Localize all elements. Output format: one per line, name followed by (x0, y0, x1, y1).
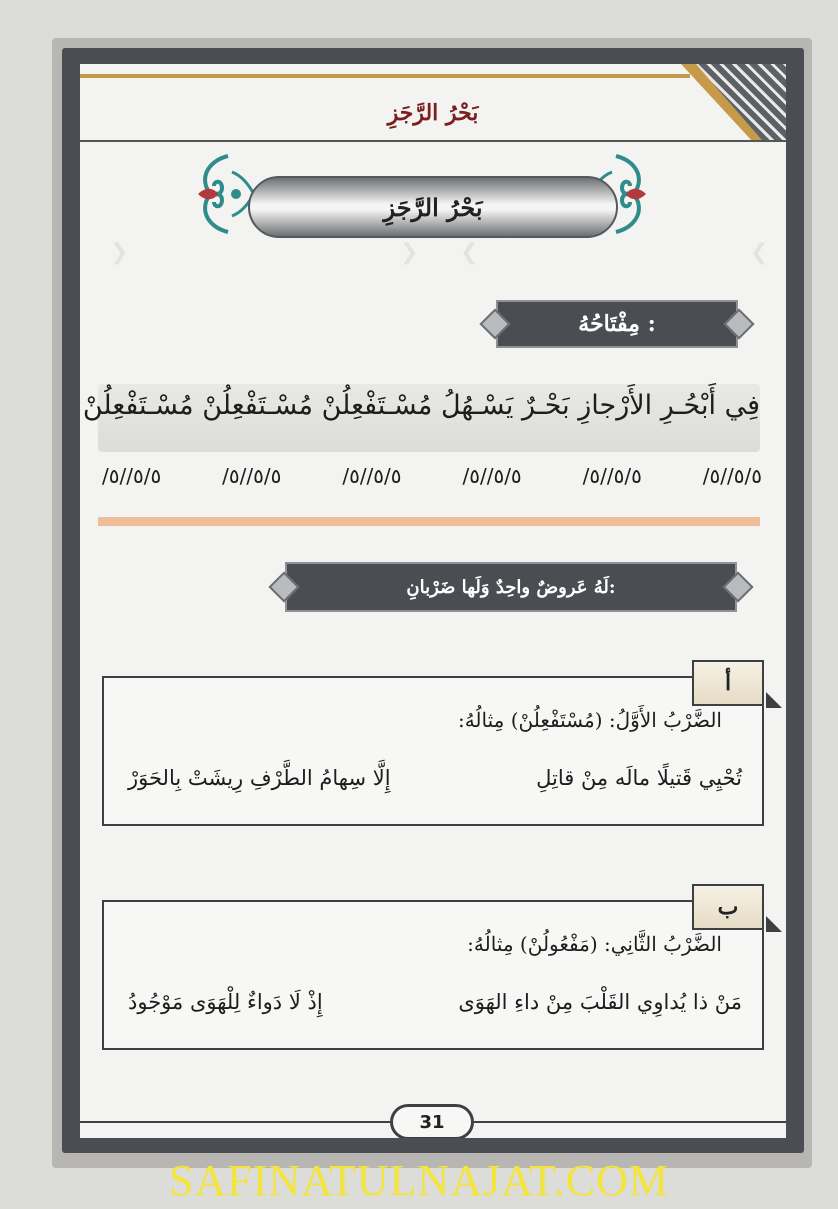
footer-rule (80, 1121, 390, 1123)
arud-label-text: لَهُ عَروضٌ واحِدٌ وَلَها ضَرْبانِ: (406, 576, 616, 598)
ghost-arrow-icon: ❮ (460, 240, 479, 265)
label-cap-icon (268, 571, 299, 602)
example-heading: الضَّرْبُ الأَوَّلُ: (مُسْتَفْعِلُنْ) مِثالُهُ: (457, 708, 722, 732)
tag-fold (766, 916, 782, 932)
example-tag-b: ب (692, 884, 764, 930)
label-cap-icon (723, 308, 754, 339)
key-verse: فِي أَبْحُـرِ الأَرْجازِ بَحْـرٌ يَسْـهُلُ مُسْـتَفْعِلُنْ مُسْـتَفْعِلُنْ مُسْـتَفْعِلُنْ (82, 390, 760, 421)
ghost-arrow-icon: ❯ (110, 240, 129, 265)
label-cap-icon (722, 571, 753, 602)
key-label-text: مِفْتَاحُهُ : (578, 311, 656, 337)
footer-rule (474, 1121, 786, 1123)
scansion-unit: /٥/٥//٥ (342, 464, 402, 488)
book-page (80, 64, 786, 1138)
page-number: 31 (390, 1104, 474, 1138)
arud-label (285, 562, 737, 612)
verse-second-hemistich: إِلَّا سِهامُ الطَّرْفِ رِيشَتْ بِالحَوَرْ (128, 766, 391, 790)
example-tag-a: أ (692, 660, 764, 706)
example-verse (104, 990, 766, 1014)
scansion-unit: /٥/٥//٥ (462, 464, 522, 488)
scansion-row (102, 464, 762, 488)
label-cap-icon (479, 308, 510, 339)
scansion-unit: /٥/٥//٥ (702, 464, 762, 488)
key-label (496, 300, 738, 348)
example-box-b (102, 900, 764, 1050)
section-title: بَحْرُ الرَّجَزِ (248, 176, 618, 238)
example-heading: الضَّرْبُ الثَّانِي: (مَفْعُولُنْ) مِثالُهُ: (467, 932, 722, 956)
verse-first-hemistich: تُحْيِي قَتيلًا مالَه مِنْ قاتِلِ (536, 766, 742, 790)
ghost-arrow-icon: ❮ (750, 240, 769, 265)
running-header-title: بَحْرُ الرَّجَزِ (387, 100, 479, 126)
example-verse (104, 766, 766, 790)
scansion-unit: /٥/٥//٥ (582, 464, 642, 488)
scansion-unit: /٥/٥//٥ (102, 464, 162, 488)
verse-second-hemistich: إِذْ لَا دَواءٌ لِلْهَوَى مَوْجُودُ (128, 990, 323, 1014)
watermark: SAFINATULNAJAT.COM (168, 1156, 669, 1205)
scansion-unit: /٥/٥//٥ (222, 464, 282, 488)
ghost-arrow-icon: ❯ (400, 240, 419, 265)
verse-first-hemistich: مَنْ ذا يُداوِي القَلْبَ مِنْ داءِ الهَوَى (458, 990, 742, 1014)
header-gold-line (80, 74, 690, 78)
example-box-a (102, 676, 764, 826)
header-rule (80, 140, 786, 142)
divider (98, 517, 760, 526)
tag-fold (766, 692, 782, 708)
